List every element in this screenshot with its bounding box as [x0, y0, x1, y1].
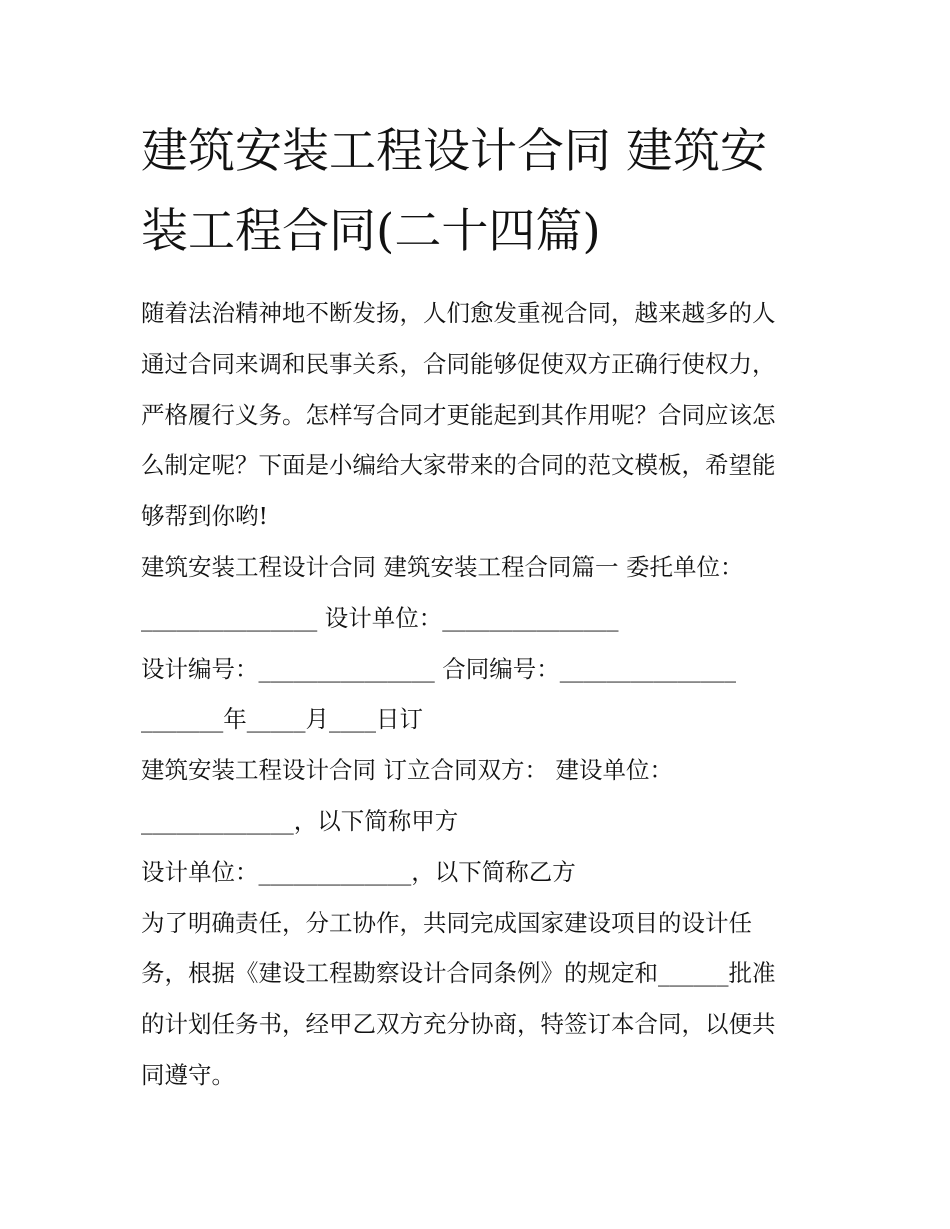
document-page	[141, 112, 816, 1101]
purpose-line-3: 的计划任务书，经甲乙双方充分协商，特签订本合同，以便共	[141, 1010, 776, 1039]
client-designer-blanks-line: _______________ 设计单位：_______________	[141, 603, 619, 632]
intro-line-3: 严格履行义务。怎样写合同才更能起到其作用呢？合同应该怎	[141, 400, 776, 429]
document-title	[141, 112, 816, 272]
title-line-1: 建筑安装工程设计合同 建筑安	[141, 124, 767, 179]
party-a-line: _____________，以下简称甲方	[141, 806, 459, 835]
party-b-line: 设计单位：_____________，以下简称乙方	[141, 857, 576, 886]
design-contract-number-line: 设计编号：_______________ 合同编号：_______________	[141, 654, 736, 683]
title-line-2: 装工程合同(二十四篇)	[141, 204, 601, 259]
purpose-line-1: 为了明确责任，分工协作，共同完成国家建设项目的设计任	[141, 908, 752, 937]
purpose-line-2: 务，根据《建设工程勘察设计合同条例》的规定和______批准	[141, 959, 776, 988]
intro-line-2: 通过合同来调和民事关系，合同能够促使双方正确行使权力，	[141, 349, 776, 378]
parties-heading-line: 建筑安装工程设计合同 订立合同双方： 建设单位：	[141, 756, 673, 785]
intro-line-4: 么制定呢？下面是小编给大家带来的合同的范文模板，希望能	[141, 451, 776, 480]
date-signed-line: _______年_____月____日订	[141, 705, 423, 734]
intro-line-5: 够帮到你哟!	[141, 502, 268, 531]
contract-heading-line: 建筑安装工程设计合同 建筑安装工程合同篇一 委托单位：	[141, 552, 744, 581]
purpose-line-4: 同遵守。	[141, 1060, 235, 1089]
document-body	[141, 288, 816, 1101]
intro-line-1: 随着法治精神地不断发扬，人们愈发重视合同，越来越多的人	[141, 299, 776, 327]
